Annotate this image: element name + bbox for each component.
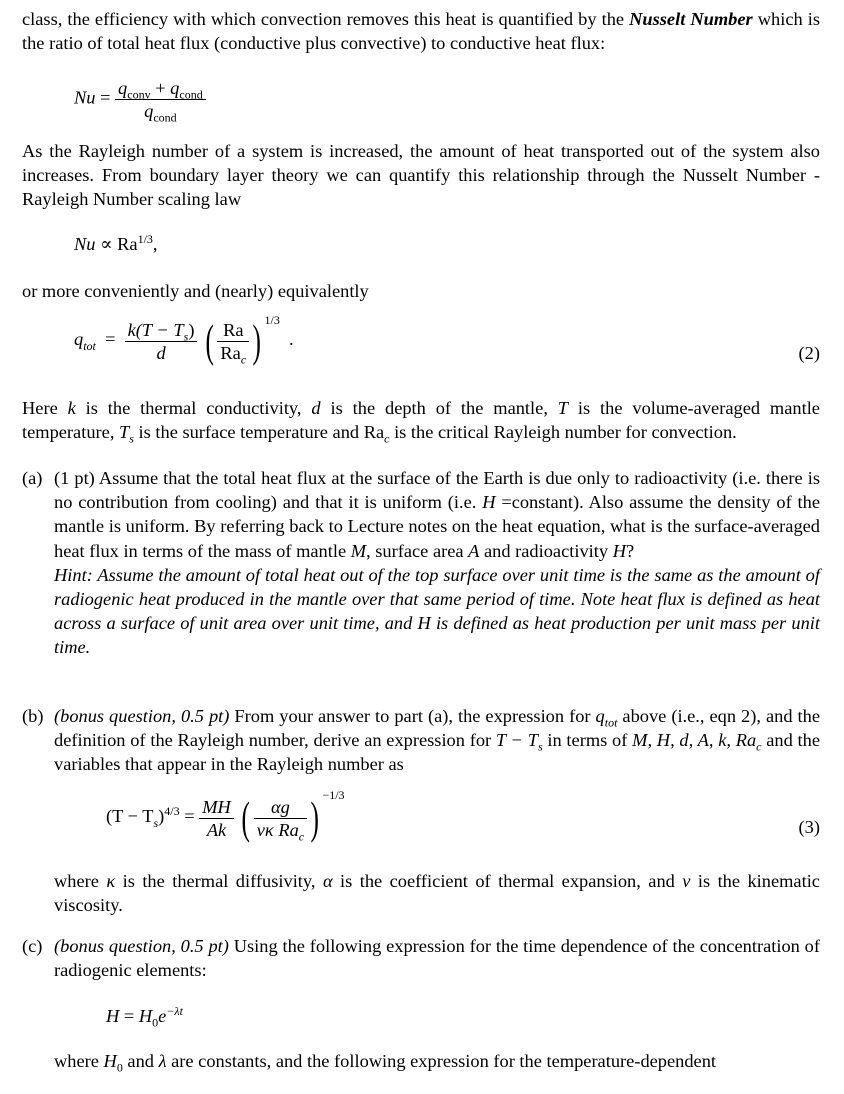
decay-equation: $H = H_0e^{-\lambda t}$ [106, 1003, 183, 1030]
rayleigh-paragraph: As the Rayleigh number of a system is increased, the amount of heat transported out of the system also increases. From boundary layer theory we can quantify this relationship through the Nusselt Number - Rayleigh Number scaling law [22, 141, 820, 210]
variables-paragraph: Here k is the thermal conductivity, d is the depth of the mantle, T is the volume-averaged mantle temperature, $T_s$ is the surface temperature and $Ra_c$ is the critical Rayleigh number for convection. [22, 398, 820, 446]
part-b-where: where κ is the thermal diffusivity, α is the coefficient of thermal expansion, and ν is the kinematic viscosity. [54, 871, 820, 916]
intro-paragraph: class, the efficiency with which convection removes this heat is quantified by the Nusselt Number which is the ratio of total heat flux (conductive plus convective) to conductive heat flux: [22, 9, 821, 54]
part-a-hint: Hint: Assume the amount of total heat out of the top surface over unit time is the same as the amount of radiogenic heat produced in the mantle over that same period of time. Note heat flux is defined as heat across a surface of unit area over unit time, and H is defined as heat production per unit mass per unit time. [54, 564, 820, 658]
temperature-equation: $(T - T_s)^{4/3}$ = $\frac{MH}{Ak}$ ( $\frac{\alpha g}{\nu\kappa Ra_c}$ ) $^{-1/3}$ [106, 788, 345, 844]
part-a-label: (a) [22, 468, 43, 488]
equivalent-paragraph: or more conveniently and (nearly) equivalently [22, 281, 369, 301]
part-b-text: (bonus question, 0.5 pt) From your answer to part (a), the expression for $q_{tot}$ above (i.e., eqn 2), and the definition of the Rayleigh number, derive an expression for $T - T_s$ in terms of M, H, d, A, k, $Ra_c$ and the variables that appear in the Rayleigh number as [54, 706, 821, 775]
part-c-label: (c) [22, 936, 43, 956]
equation-number-2: (2) [798, 343, 820, 363]
heat-flux-equation: $q_{tot}$ = $\frac{k(T - T_s)}{d}$ ( $\frac{Ra}{Ra_c}$ ) $^{1/3}$ . [74, 313, 294, 367]
scaling-law-equation: $Nu \propto Ra^{1/3}$, [74, 231, 158, 254]
nusselt-term: Nusselt Number [629, 9, 753, 29]
part-c-text: (bonus question, 0.5 pt) Using the following expression for the time dependence of the concentration of radiogenic elements: [54, 936, 820, 981]
part-a-text: (1 pt) Assume that the total heat flux at the surface of the Earth is due only to radioactivity (i.e. there is no contribution from cooling) and that it is uniform (i.e. H =constant). Also assume the density of the mantle is uniform. By referring back to Lecture notes on the heat equation, what is the surface-averaged heat flux in terms of the mass of mantle M, surface area A and radioactivity H? Hint: Assume the amount of total heat out of the top surface over unit time is the same as the amount of radiogenic heat produced in the mantle over that same period of time. Note heat flux is defined as heat across a surface of unit area over unit time, and H is defined as heat production per unit mass per unit time. [54, 468, 820, 658]
equation-number-3: (3) [798, 817, 820, 837]
part-c-where: where $H_0$ and λ are constants, and the following expression for the temperature-dependent [54, 1051, 717, 1075]
part-b-label: (b) [22, 706, 44, 726]
nusselt-equation: Nu = $\frac{q_{conv} + q_{cond}}{q_{cond}}$ [74, 77, 206, 122]
